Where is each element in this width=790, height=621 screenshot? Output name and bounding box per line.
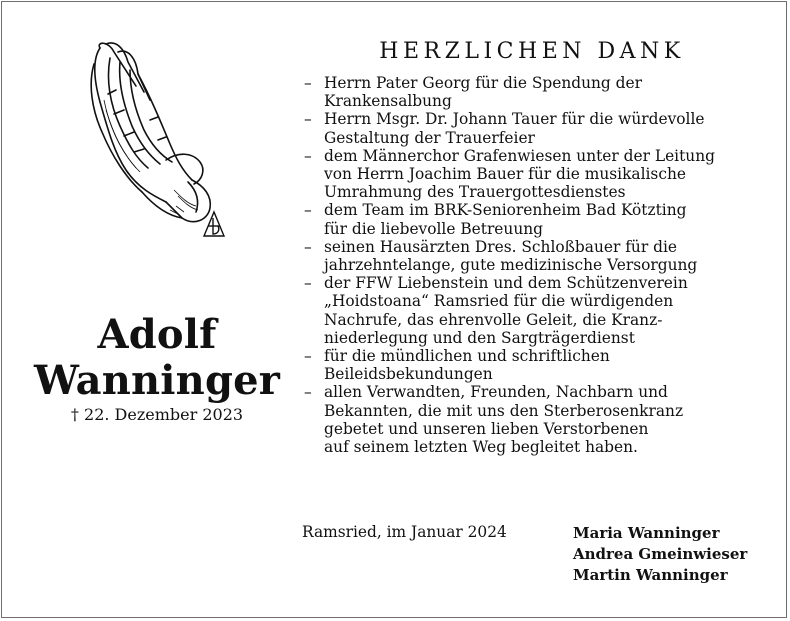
thanks-item-line: auf seinem letzten Weg begleitet haben. <box>324 438 638 457</box>
deceased-first-name: Adolf <box>97 311 217 358</box>
thanks-item-line: allen Verwandten, Freunden, Nachbarn und <box>324 383 668 402</box>
dash-bullet: – <box>304 274 312 293</box>
thanks-item <box>302 347 762 383</box>
thanks-item-line: für die liebevolle Betreuung <box>324 219 544 238</box>
signers <box>573 523 747 586</box>
thanks-item-line: Umrahmung des Trauergottesdienstes <box>324 183 626 202</box>
thanks-item <box>302 201 762 237</box>
dash-bullet: – <box>304 383 312 402</box>
thanks-item-line: gebetet und unseren lieben Verstorbenen <box>324 419 649 438</box>
thanks-item-line: dem Männerchor Grafenwiesen unter der Leitung <box>324 146 715 165</box>
obituary-notice <box>1 1 787 618</box>
dash-bullet: – <box>304 237 312 256</box>
thanks-item-line: Beileidsbekundungen <box>324 365 493 384</box>
deceased-last-name: Wanninger <box>33 357 281 404</box>
thanks-item-line: für die mündlichen und schriftlichen <box>324 347 610 366</box>
thanks-item <box>302 147 762 202</box>
thanks-list <box>302 74 762 456</box>
thanks-item-line: Herrn Msgr. Dr. Johann Tauer für die würdevolle <box>324 110 705 129</box>
dash-bullet: – <box>304 146 312 165</box>
thanks-item-line: Nachrufe, das ehrenvolle Geleit, die Kranz- <box>324 310 663 329</box>
dash-bullet: – <box>304 347 312 366</box>
thanks-item-line: jahrzehntelange, gute medizinische Versorgung <box>324 256 698 275</box>
thanks-item-line: Gestaltung der Trauerfeier <box>324 128 535 147</box>
praying-hands-icon <box>70 40 240 245</box>
thanks-item-line: seinen Hausärzten Dres. Schloßbauer für die <box>324 237 677 256</box>
thanks-item <box>302 238 762 274</box>
thanks-item-line: Krankensalbung <box>324 92 452 111</box>
thanks-item-line: Herrn Pater Georg für die Spendung der <box>324 74 642 92</box>
death-date: † 22. Dezember 2023 <box>70 405 244 424</box>
thanks-item-line: der FFW Liebenstein und dem Schützenverein <box>324 274 688 293</box>
thanks-item-line: dem Team im BRK-Seniorenheim Bad Kötzting <box>324 201 687 220</box>
thanks-item <box>302 110 762 146</box>
thanks-item-line: Bekannten, die mit uns den Sterberosenkranz <box>324 401 684 420</box>
thanks-heading: HERZLICHEN DANK <box>379 39 685 64</box>
thanks-item <box>302 383 762 456</box>
dash-bullet: – <box>304 110 312 129</box>
thanks-item <box>302 74 762 110</box>
thanks-item-line: niederlegung und den Sargträgerdienst <box>324 328 635 347</box>
signer-name: Martin Wanninger <box>573 566 728 584</box>
thanks-item-line: von Herrn Joachim Bauer für die musikalische <box>324 165 686 184</box>
dash-bullet: – <box>304 201 312 220</box>
dash-bullet: – <box>304 74 312 92</box>
thanks-item-line: „Hoidstoana“ Ramsried für die würdigenden <box>324 292 674 311</box>
place-date: Ramsried, im Januar 2024 <box>302 523 507 541</box>
signer-name: Maria Wanninger <box>573 524 720 542</box>
signer-name: Andrea Gmeinwieser <box>573 545 748 563</box>
thanks-item <box>302 274 762 347</box>
